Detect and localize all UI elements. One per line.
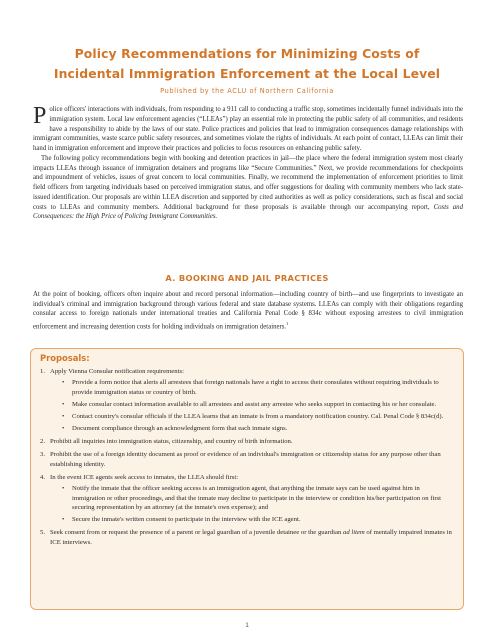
proposal-item: [40, 367, 454, 434]
proposal-text: Seek consent from or request the presence of a parent or legal guardian of a juvenile detainee or the guardian: [50, 529, 342, 537]
bullet-icon: •: [62, 379, 65, 387]
proposals-list: [40, 367, 454, 551]
intro-paragraph-2-text: The following policy recommendations begin with booking and detention practices in jail—the place where the federal immigration system most clearly impacts LLEAs through issuance of immigration detainers and programs like “Secure Communities.” Next, we provide recommendations for checkpoints and impoundment of vehicles, issues of great concern to local communities. Finally, we recommend the implementation of enforcement priorities to limit field officers from targeting individuals based on perceived immigration status, and offer suggestions for dealing with community members who lack state-issued identification. Our proposals are within LLEA discretion and supported by cited authorities as well as policy considerations, such as fiscal and social costs to LLEAs and community members. Additional background for these proposals is available through our accompanying report,: [33, 154, 463, 211]
proposal-subitem-text: Make consular contact information available to all arrestees and assist any arrestee who seeks support in contacting his or her consulate.: [72, 401, 437, 409]
report-title: Costs and Consequences: the High Price of Policing Immigrant Communities.: [33, 203, 463, 221]
intro-paragraph-1-text: olice officers' interactions with individuals, from responding to a 911 call to conducting a traffic stop, sometimes incidentally funnel individuals into the immigration system. Local law enforcement agencies (“LLEAs”) play an essential role in protecting the public safety of all communities, and residents have a responsibility to abide by the laws of our state. Police practices and policies that lead to immigration consequences damage relationships with immigrant communities, waste scarce public safety resources, and sometimes violate the rights of individuals. At each point of contact, LLEAs can limit their hand in immigration enforcement and improve their practices and policies to focus resources on enhancing public safety.: [33, 106, 463, 152]
title-line-2: Incidental Immigration Enforcement at the Local Level: [53, 66, 441, 81]
proposal-subitem-text: Notify the inmate that the officer seeking access is an immigration agent, that anything the inmate says can be used against him in immigration or other proceedings, and that the inmate may decline to participate in the interview or condition his/her participation on first securing representation by an attorney (at the inmate's own expense); and: [72, 485, 442, 512]
proposal-subitem-text: Document compliance through an acknowledgment form that each inmate signs.: [72, 425, 288, 433]
proposal-subitem: [62, 412, 454, 421]
proposal-text: Apply Vienna Consular notification requirements:: [50, 368, 184, 375]
proposal-number: 5.: [40, 529, 46, 537]
bullet-icon: •: [62, 401, 65, 409]
proposal-text: Prohibit the use of a foreign identity document as proof or evidence of an individual's immigration or citizenship status for any purpose other than establishing identity.: [50, 451, 441, 468]
page-number: 1: [245, 622, 249, 629]
bullet-icon: •: [62, 413, 65, 421]
booking-paragraph: [33, 290, 463, 332]
proposal-text: In the event ICE agents seek access to inmates, the LLEA should first:: [50, 473, 239, 481]
proposals-heading: Proposals:: [40, 353, 90, 363]
footnote-marker: 1: [286, 320, 289, 326]
drop-cap: P: [33, 103, 47, 129]
publisher-subtitle: Published by the ACLU of Northern California: [160, 87, 334, 95]
proposal-subitem: [62, 484, 454, 512]
proposal-item: [40, 450, 454, 469]
proposal-item: [40, 437, 454, 446]
proposal-subitem-text: Provide a form notice that alerts all arrestees that foreign nationals have a right to access their consulates without requiring individuals to provide immigration status or country of birth.: [72, 379, 439, 396]
proposal-number: 4.: [40, 473, 46, 481]
proposal-subitem: [62, 515, 454, 524]
proposal-text: Prohibit all inquiries into immigration status, citizenship, and country of birth information.: [50, 438, 293, 446]
bullet-icon: •: [62, 425, 65, 433]
proposal-text-end: of mentally impaired inmates in ICE interviews.: [50, 529, 452, 546]
booking-paragraph-text: At the point of booking, officers often inquire about and record personal information—including country of birth—and use fingerprints to investigate an individual's criminal and immigration background through various federal and state database systems. LLEAs can comply with their obligations regarding consular access to foreign nationals under international treaties and California Penal Code § 834c without exposing arrestees to civil immigration enforcement and increasing detention costs for holding individuals on immigration detainers.: [33, 291, 463, 331]
proposal-sublist: [50, 378, 454, 433]
proposal-sublist: [50, 484, 454, 524]
title-line-1: Policy Recommendations for Minimizing Costs of: [74, 46, 420, 61]
proposal-item: [40, 473, 454, 525]
proposal-number: 2.: [40, 438, 46, 446]
intro-text: [33, 105, 463, 222]
page-title: [20, 44, 474, 84]
proposal-subitem: [62, 378, 454, 397]
bullet-icon: •: [62, 516, 65, 524]
proposal-subitem-text: Secure the inmate's written consent to participate in the interview with the ICE agent.: [72, 516, 301, 524]
proposal-subitem: [62, 400, 454, 409]
proposal-text-italic: ad litem: [343, 529, 365, 537]
proposal-subitem-text: Contact country's consular officials if the LLEA learns that an inmate is from a mandatory notification country. Cal. Penal Code § 834c(d).: [72, 413, 444, 421]
intro-paragraph-2: [33, 154, 463, 222]
intro-paragraph-1: [33, 105, 463, 154]
section-heading-booking: A. BOOKING AND JAIL PRACTICES: [165, 273, 329, 283]
proposal-subitem: [62, 424, 454, 433]
proposal-item: [40, 528, 454, 547]
proposal-number: 1.: [40, 368, 46, 375]
proposal-number: 3.: [40, 451, 46, 459]
bullet-icon: •: [62, 485, 65, 493]
